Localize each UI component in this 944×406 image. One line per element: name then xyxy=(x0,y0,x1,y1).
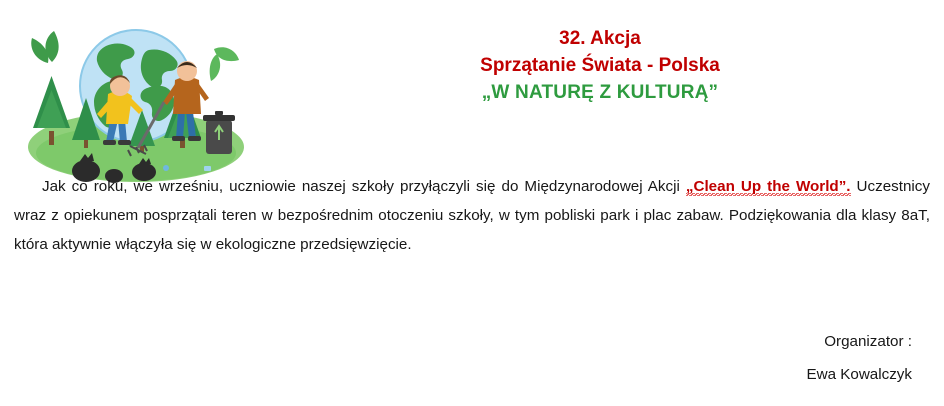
paragraph-part-2: Uczestnicy wraz z opiekunem posprzątali teren w bezpośrednim otoczeniu szkoły, w tym pobliski park i plac zabaw. Podziękowania dla klasy 8aT, która aktywnie włączyła się w ekologiczne przedsięwzięcie. xyxy=(14,178,930,254)
organizer-label: Organizator : xyxy=(824,333,912,350)
title-line-2: Sprzątanie Świata - Polska xyxy=(480,54,720,76)
body-paragraph xyxy=(14,172,930,260)
earth-cleanup-illustration xyxy=(18,16,248,186)
page-title xyxy=(300,26,900,107)
signature-block xyxy=(612,326,912,391)
clean-up-the-world-link[interactable]: „Clean Up the World”. xyxy=(685,178,851,195)
title-line-1: 32. Akcja xyxy=(559,28,641,49)
paragraph-part-1: Jak co roku, we wrześniu, uczniowie naszej szkoły przyłączyli się do Międzynarodowej Akcji xyxy=(42,178,680,195)
title-line-3: „W NATURĘ Z KULTURĄ” xyxy=(481,81,719,103)
organizer-name: Ewa Kowalczyk xyxy=(806,365,912,383)
